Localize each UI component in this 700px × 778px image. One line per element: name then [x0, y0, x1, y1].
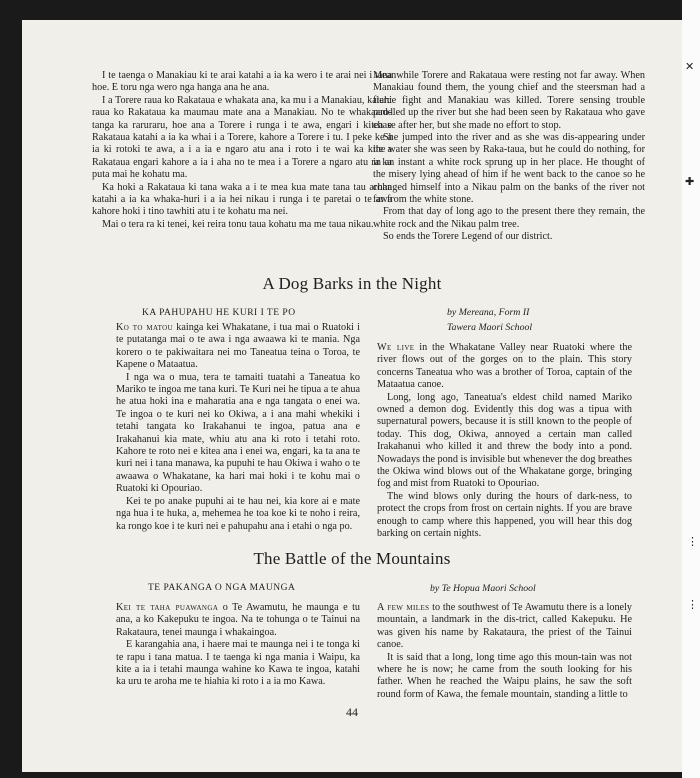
- lead-in: We live: [377, 342, 415, 353]
- paragraph: So ends the Torere Legend of our district.: [383, 231, 553, 243]
- paragraph: From that day of long ago to the present there they remain, the white rock and the Nikau palm tree.: [373, 206, 645, 230]
- dog-byline-school: Tawera Maori School: [447, 322, 533, 333]
- dog-maori-column: [116, 322, 360, 533]
- paragraph: The wind blows only during the hours of dark-ness, to protect the crops from frost on certain nights. If you are brave enough to camp where this happened, you will hear this dog barking on certain nights.: [377, 490, 632, 540]
- binding-mark-icon: ⋮: [687, 536, 698, 548]
- paragraph: I nga wa o mua, tera te tamaiti tuatahi a Taneatua ko Mariko te ingoa me tana kuri. Te Kuri nei he tipua a te ahua he atua hoki ina e maharatia ana e nga tangata o enei wa. Te ingoa o te kuri nei ko Okiwa, a i ana mahi whekiki i tetahi tangata ko Irakahanui te ingoa, patua ana e Irakahanui kia mate, whiu atu ana ki roto i tetahi roto. Kahore te roto nei e kitea ana i enei wa, engari, ka ta ana te kuri nei i tana manawa, ka pupuhi te hau Okiwa i waho o te awaawa o Whakatane, ka hari mai hoki i te kohu mai o Ruatoki ki Opouriao.: [116, 371, 360, 495]
- torere-english-column: [373, 70, 645, 244]
- lead-in: Ko to matou: [116, 322, 174, 333]
- torere-maori-column: [92, 70, 392, 231]
- magazine-page: [22, 20, 682, 772]
- page-number: 44: [346, 705, 358, 719]
- paragraph: [377, 602, 632, 652]
- lead-in: Kei te taha puawanga: [116, 602, 219, 613]
- binding-mark-icon: ✚: [685, 176, 695, 188]
- scan-right-edge: [682, 0, 700, 778]
- dog-english-column: [377, 342, 632, 541]
- paragraph: Long, long ago, Taneatua's eldest child named Mariko owned a demon dog. Evidently this dog was a tipua with supernatural powers, because it is still known to the people of today. This dog, Okiwa, annoyed a certain man called Irakahanui who killed it and threw the body into a pond. Nowadays the pond is invisible but whenever the dog breathes the Okiwa wind blows out of the Whakatane gorge, bringing fog and mist from Ruatoki to Opouriao.: [377, 391, 632, 490]
- paragraph: Mai o tera ra ki tenei, kei reira tonu taua kohatu ma me taua nikau.: [102, 218, 374, 230]
- paragraph-text: kainga kei Whakatane, i tua mai o Ruatoki i te putatanga mai o te awa i nga awaawa ki te mania. Nga korero o te pakiwaitara nei mo Taneatua teina o Toroa, te Kapene o Mataatua.: [116, 322, 361, 371]
- binding-mark-icon: ✕: [685, 61, 695, 73]
- paragraph: I te taenga o Manakiau ki te arai katahi a ia ka wero i te arai nei i tana hoe. E toru nga wero nga hanga ana he ana.: [92, 70, 392, 94]
- paragraph: She jumped into the river and as she was dis-appearing under the water she was seen by Raka-taua, but he could do nothing, for in an instant a white rock sprung up in her place. He thought of the misery lying ahead of him if he went back to the canoe so he changed himself into a Nikau palm on the banks of the river not far from the white stone.: [373, 132, 645, 206]
- lead-in: A few miles: [377, 602, 430, 613]
- paragraph-text: in the Whakatane Valley near Ruatoki where the river flows out of the gorges on to the plain. This story concerns Taneatua who was a brother of Toroa, captain of the Mataatua canoe.: [377, 342, 632, 391]
- paragraph: Ka hoki a Rakataua ki tana waka a i te mea kua mate tana tau aroha katahi a ia ka whaka-huri i a ia hei nikau i runga i te paretai o te awa kahore hoki i tino tawhiti atu i te kohatu ma nei.: [92, 181, 392, 218]
- battle-story-title: The Battle of the Mountains: [253, 549, 451, 568]
- dog-story-title: A Dog Barks in the Night: [262, 274, 442, 293]
- battle-maori-column: [116, 602, 360, 689]
- binding-mark-icon: ⋮: [687, 599, 698, 611]
- battle-maori-heading: TE PAKANGA O NGA MAUNGA: [148, 583, 296, 593]
- dog-maori-heading: KA PAHUPAHU HE KURI I TE PO: [142, 308, 296, 318]
- paragraph: It is said that a long, long time ago this moun-tain was not where he is now; he came from the south looking for his father. When he reached the Waipu plains, he saw the soft round form of Kawa, the female mountain, standing a little to: [377, 651, 632, 700]
- paragraph: E karangahia ana, i haere mai te maunga nei i te tonga ki te rapu i tana matua. I te taenga ki nga mania i Waipu, ka kite a ia i tetahi maunga wahine ko Kawa te ingoa, katahi ka uru te aroha me te hiahia ki roto i a ia mo Kawa.: [116, 639, 360, 688]
- paragraph: [377, 342, 632, 392]
- paragraph-text: to the southwest of Te Awamutu there is a lonely mountain, a landmark in the dis-trict, called Kakepuku. He was given his name by Rakataura, the priest of the Tainui canoe.: [377, 602, 632, 651]
- dog-byline-author: by Mereana, Form II: [447, 307, 530, 318]
- paragraph: Kei te po anake pupuhi ai te hau nei, kia kore ai e mate nga hua i te huka, a, mehemea he toa koe ki te noho i reira, ka rongo koe i te kuri nei e pahupahu ana i etahi o nga po.: [116, 495, 360, 532]
- battle-byline: by Te Hopua Maori School: [430, 583, 536, 594]
- paragraph: I a Torere raua ko Rakataua e whakata ana, ka mu i a Manakiau, katahi raua ko Rakataua ka maumau mate ana a Manakiau. No te whakaaro-tanga ka raruraru, hoe ana a Torere i runga i te awa, engari i kitea e Rakataua katahi a ia ka whai i a Torere, kahore a Torere i tu. I peke ke a ia ki rotoki te awa, a i a ia e ngaro atu ana i roto i te wai ka kite a Rakataua engari kahore a ia i aha no te mea i a Torere a ngaro atu ra ka puta mai he kohatu ma.: [92, 94, 392, 181]
- paragraph-text: o Te Awamutu, he maunga e tu ana, a ko Kakepuku te ingoa. Na te tohunga o te Tainui na Rakataura, tenei maunga i whakaingoa.: [116, 602, 360, 638]
- paragraph: [116, 602, 360, 639]
- battle-english-column: [377, 602, 632, 701]
- paragraph: Meanwhile Torere and Rakataua were resting not far away. When Manakiau found them, the young chief and the steersman had a fierce fight and Manakiau was killed. Torere sensing trouble paddled up the river but she had been seen by Rakataua who gave chase after her, but she made no effort to stop.: [373, 70, 645, 131]
- paragraph: [116, 322, 360, 372]
